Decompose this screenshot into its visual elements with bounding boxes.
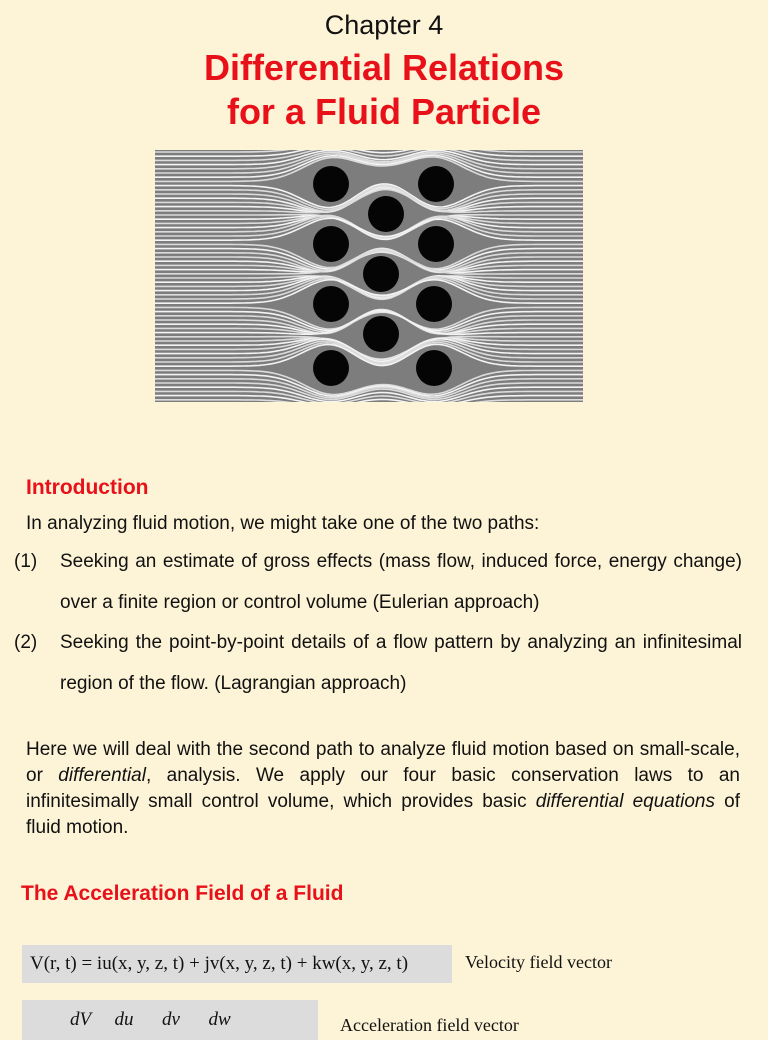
intro-heading: Introduction	[26, 476, 149, 499]
list-item	[14, 541, 742, 623]
velocity-equation: V(r, t) = iu(x, y, z, t) + jv(x, y, z, t) + kw(x, y, z, t)	[22, 945, 452, 983]
title-line-2: for a Fluid Particle	[226, 91, 542, 132]
cylinder-shape	[313, 350, 349, 386]
cylinder-shape	[363, 256, 399, 292]
cylinder-shape	[363, 316, 399, 352]
cylinder-shape	[418, 226, 454, 262]
cylinder-shape	[313, 226, 349, 262]
list-item-number: (2)	[14, 632, 38, 653]
para-emphasis-differential: differential	[58, 765, 146, 786]
cylinder-shape	[418, 166, 454, 202]
acceleration-heading: The Acceleration Field of a Fluid	[21, 882, 344, 905]
page-title	[0, 46, 768, 134]
cylinder-shape	[368, 196, 404, 232]
para-text-a: Here we will deal with the second path to analyze fluid motion based on small-scale, or	[26, 739, 740, 786]
acceleration-equation: dV du dv dw	[22, 1000, 318, 1040]
chapter-label: Chapter 4	[324, 10, 444, 40]
flow-visualization-image	[155, 150, 583, 402]
para-text-b: , analysis. We apply our four basic conservation laws to an infinitesimally small control volume, which provides basic	[26, 765, 740, 812]
list-item-text: Seeking the point-by-point details of a flow pattern by analyzing an infinitesimal region of the flow. (Lagrangian approach)	[60, 632, 742, 694]
cylinder-shape	[416, 350, 452, 386]
acceleration-equation-label: Acceleration field vector	[340, 1015, 519, 1035]
list-item-number: (1)	[14, 551, 38, 572]
para-emphasis-equations: differential equations	[535, 791, 715, 812]
title-line-1: Differential Relations	[203, 47, 565, 88]
list-item-text: Seeking an estimate of gross effects (mass flow, induced force, energy change) over a finite region or control volume (Eulerian approach)	[60, 551, 742, 613]
intro-lead: In analyzing fluid motion, we might take one of the two paths:	[26, 513, 540, 534]
cylinder-shape	[416, 286, 452, 322]
intro-paragraph	[26, 737, 740, 841]
para-text-c: of fluid motion.	[26, 791, 741, 838]
velocity-equation-label: Velocity field vector	[465, 952, 612, 972]
cylinder-shape	[313, 166, 349, 202]
cylinder-shape	[313, 286, 349, 322]
list-item	[14, 622, 742, 704]
